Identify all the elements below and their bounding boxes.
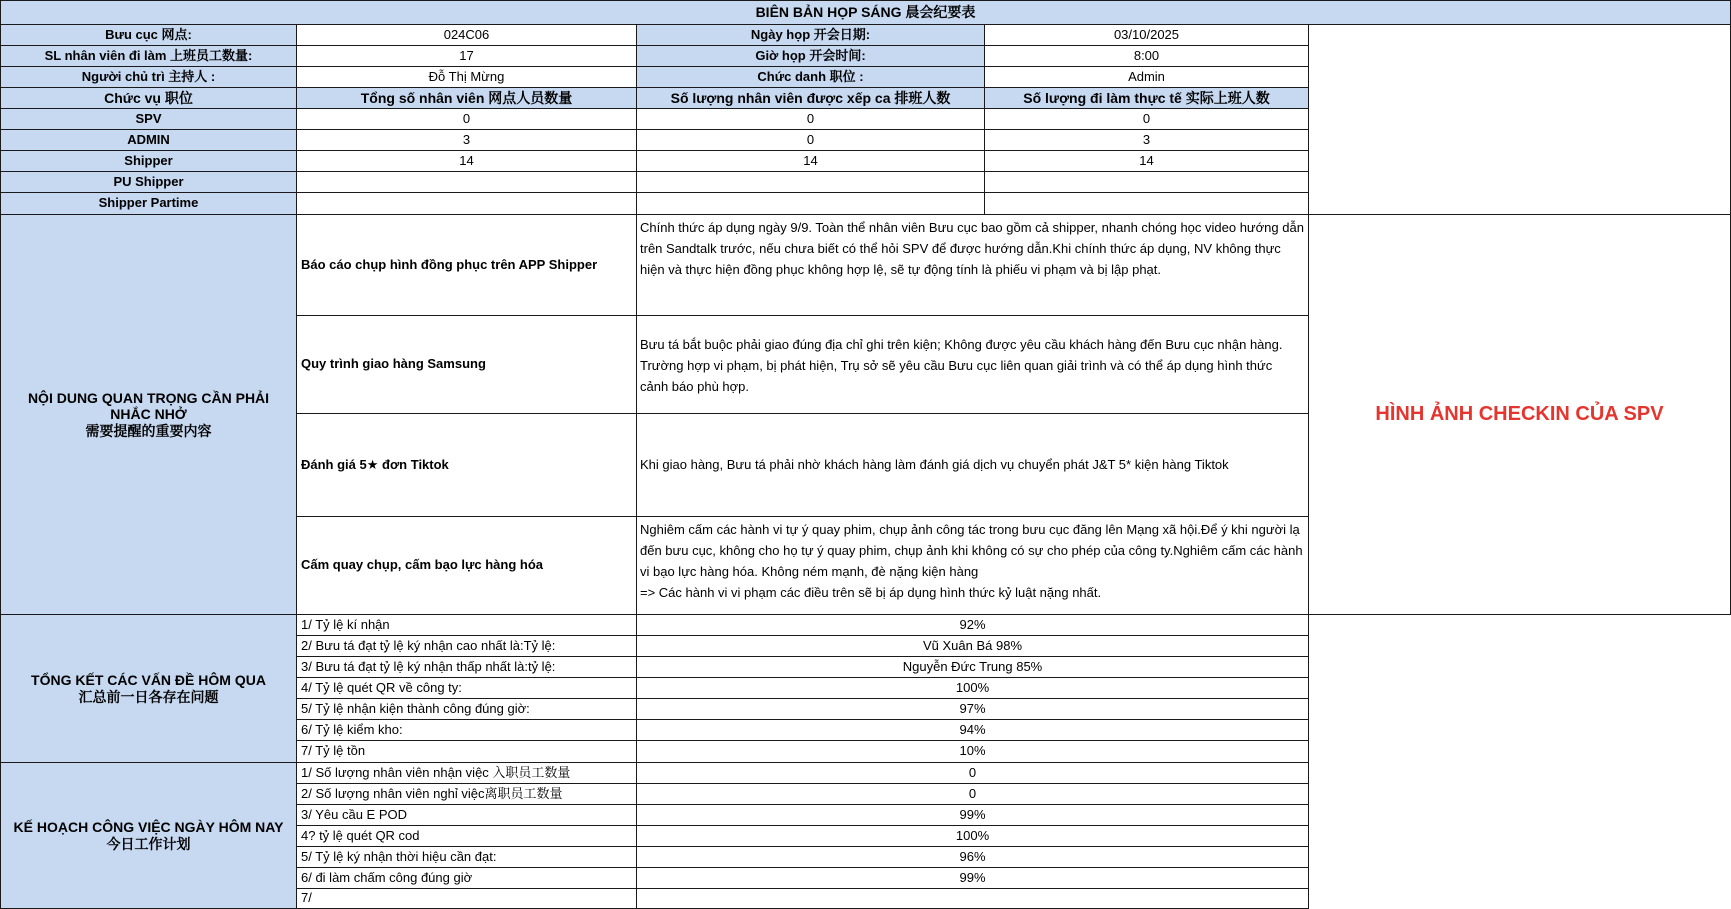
reminder-topic: Báo cáo chụp hình đồng phục trên APP Shipper — [296, 214, 637, 316]
staff-row-actual[interactable]: 0 — [984, 108, 1309, 130]
reminder-detail[interactable]: Khi giao hàng, Bưu tá phải nhờ khách hàng làm đánh giá dịch vụ chuyển phát J&T 5* kiện hàng Tiktok — [636, 413, 1309, 517]
header-right-blank — [1308, 24, 1731, 215]
today-item-label: 6/ đi làm chấm công đúng giờ — [296, 867, 637, 889]
staff-row-role: Shipper — [0, 150, 297, 172]
today-item-label: 1/ Số lượng nhân viên nhận việc 入职员工数量 — [296, 762, 637, 784]
sheet-title: BIÊN BẢN HỌP SÁNG 晨会纪要表 — [0, 0, 1731, 25]
staff-row-actual[interactable]: 14 — [984, 150, 1309, 172]
today-title-vi: KẾ HOẠCH CÔNG VIỆC NGÀY HÔM NAY — [13, 819, 284, 836]
date-value[interactable]: 03/10/2025 — [984, 24, 1309, 46]
today-item-label: 4? tỷ lệ quét QR cod — [296, 825, 637, 847]
yesterday-item-label: 1/ Tỷ lệ kí nhận — [296, 614, 637, 636]
staff-row-scheduled[interactable] — [636, 192, 985, 215]
staff-row-scheduled[interactable]: 0 — [636, 108, 985, 130]
time-label: Giờ họp 开会时间: — [636, 45, 985, 67]
staff-count-label: SL nhân viên đi làm 上班员工数量: — [0, 45, 297, 67]
reminder-topic: Đánh giá 5★ đơn Tiktok — [296, 413, 637, 517]
staff-count-value[interactable]: 17 — [296, 45, 637, 67]
host-value[interactable]: Đỗ Thị Mừng — [296, 66, 637, 88]
yesterday-item-value[interactable]: 100% — [636, 677, 1309, 699]
yesterday-item-label: 7/ Tỷ lệ tồn — [296, 740, 637, 763]
staff-row-actual[interactable]: 3 — [984, 129, 1309, 151]
reminders-title-vi: NỘI DUNG QUAN TRỌNG CẦN PHẢI NHẮC NHỞ — [27, 390, 270, 423]
staff-row-actual[interactable] — [984, 171, 1309, 193]
today-item-value[interactable]: 96% — [636, 846, 1309, 868]
today-item-label: 5/ Tỷ lệ ký nhận thời hiệu cần đạt: — [296, 846, 637, 868]
reminder-topic: Quy trình giao hàng Samsung — [296, 315, 637, 414]
staff-row-scheduled[interactable] — [636, 171, 985, 193]
reminder-detail[interactable]: Nghiêm cấm các hành vi tự ý quay phim, chụp ảnh công tác trong bưu cục đăng lên Mạng xã hội.Để ý khi người lạ đến bưu cục, không cho họ tự ý quay phim, chụp ảnh khi không có sự cho phép của công ty.Nghiêm cấm các hành vi bạo lực hàng hóa. Không ném mạnh, đè nặng kiện hàng => Các hành vi vi phạm các điều trên sẽ bị áp dụng hình thức kỷ luật nặng nhất. — [636, 516, 1309, 615]
col-header-total: Tổng số nhân viên 网点人员数量 — [296, 87, 637, 109]
yesterday-item-label: 4/ Tỷ lệ quét QR về công ty: — [296, 677, 637, 699]
spv-checkin-label: HÌNH ẢNH CHECKIN CỦA SPV — [1375, 403, 1664, 425]
today-item-value[interactable]: 99% — [636, 867, 1309, 889]
reminder-detail[interactable]: Bưu tá bắt buộc phải giao đúng địa chỉ ghi trên kiện; Không được yêu cầu khách hàng đến Bưu cục nhận hàng. Trường hợp vi phạm, bị phát hiện, Trụ sở sẽ yêu cầu Bưu cục liên quan giải trình và có thể áp dụng hình thức cảnh báo phù hợp. — [636, 315, 1309, 414]
today-item-label: 2/ Số lượng nhân viên nghỉ việc离职员工数量 — [296, 783, 637, 805]
yesterday-item-value[interactable]: Vũ Xuân Bá 98% — [636, 635, 1309, 657]
yesterday-section-title — [0, 614, 297, 763]
yesterday-item-label: 6/ Tỷ lệ kiểm kho: — [296, 719, 637, 741]
staff-row-total[interactable]: 3 — [296, 129, 637, 151]
staff-row-scheduled[interactable]: 0 — [636, 129, 985, 151]
date-label: Ngày họp 开会日期: — [636, 24, 985, 46]
col-header-actual: Số lượng đi làm thực tế 实际上班人数 — [984, 87, 1309, 109]
col-header-scheduled: Số lượng nhân viên được xếp ca 排班人数 — [636, 87, 985, 109]
staff-row-total[interactable]: 0 — [296, 108, 637, 130]
col-header-role: Chức vụ 职位 — [0, 87, 297, 109]
today-item-value[interactable] — [636, 888, 1309, 909]
staff-row-role: PU Shipper — [0, 171, 297, 193]
staff-row-actual[interactable] — [984, 192, 1309, 215]
yesterday-item-label: 2/ Bưu tá đạt tỷ lệ ký nhận cao nhất là:Tỷ lệ: — [296, 635, 637, 657]
host-label: Người chủ trì 主持人 : — [0, 66, 297, 88]
yesterday-item-label: 3/ Bưu tá đạt tỷ lệ ký nhận thấp nhất là:tỷ lệ: — [296, 656, 637, 678]
spv-checkin-area[interactable] — [1308, 214, 1731, 615]
yesterday-item-value[interactable]: 92% — [636, 614, 1309, 636]
today-item-value[interactable]: 99% — [636, 804, 1309, 826]
reminder-topic: Cấm quay chụp, cấm bạo lực hàng hóa — [296, 516, 637, 615]
time-value[interactable]: 8:00 — [984, 45, 1309, 67]
staff-row-role: SPV — [0, 108, 297, 130]
yesterday-item-value[interactable]: Nguyễn Đức Trung 85% — [636, 656, 1309, 678]
yesterday-title-vi: TỔNG KẾT CÁC VẤN ĐỀ HÔM QUA — [31, 672, 266, 689]
reminders-section-title — [0, 214, 297, 615]
today-item-value[interactable]: 0 — [636, 762, 1309, 784]
yesterday-item-value[interactable]: 10% — [636, 740, 1309, 763]
branch-label: Bưu cục 网点: — [0, 24, 297, 46]
staff-row-role: ADMIN — [0, 129, 297, 151]
staff-row-role: Shipper Partime — [0, 192, 297, 215]
staff-row-total[interactable] — [296, 192, 637, 215]
today-item-value[interactable]: 100% — [636, 825, 1309, 847]
yesterday-item-value[interactable]: 94% — [636, 719, 1309, 741]
staff-row-total[interactable]: 14 — [296, 150, 637, 172]
branch-value[interactable]: 024C06 — [296, 24, 637, 46]
today-item-label: 7/ — [296, 888, 637, 909]
yesterday-item-label: 5/ Tỷ lệ nhận kiện thành công đúng giờ: — [296, 698, 637, 720]
summary-right-blank — [1308, 614, 1731, 909]
staff-row-total[interactable] — [296, 171, 637, 193]
reminder-detail[interactable]: Chính thức áp dụng ngày 9/9. Toàn thể nhân viên Bưu cục bao gồm cả shipper, nhanh chóng học video hướng dẫn trên Sandtalk trước, nếu chưa biết có thể hỏi SPV để được hướng dẫn.Khi chính thức áp dụng, NV không thực hiện và thực hiện đồng phục không hợp lệ, sẽ tự động tính là phiếu vi phạm và bị lập phạt. — [636, 214, 1309, 316]
staff-row-scheduled[interactable]: 14 — [636, 150, 985, 172]
yesterday-item-value[interactable]: 97% — [636, 698, 1309, 720]
yesterday-title-cn: 汇总前一日各存在问题 — [78, 688, 219, 705]
position-label: Chức danh 职位 : — [636, 66, 985, 88]
today-item-value[interactable]: 0 — [636, 783, 1309, 805]
today-section-title — [0, 762, 297, 909]
today-title-cn: 今日工作计划 — [106, 835, 191, 852]
reminders-title-cn: 需要提醒的重要内容 — [85, 422, 212, 439]
position-value[interactable]: Admin — [984, 66, 1309, 88]
today-item-label: 3/ Yêu cầu E POD — [296, 804, 637, 826]
